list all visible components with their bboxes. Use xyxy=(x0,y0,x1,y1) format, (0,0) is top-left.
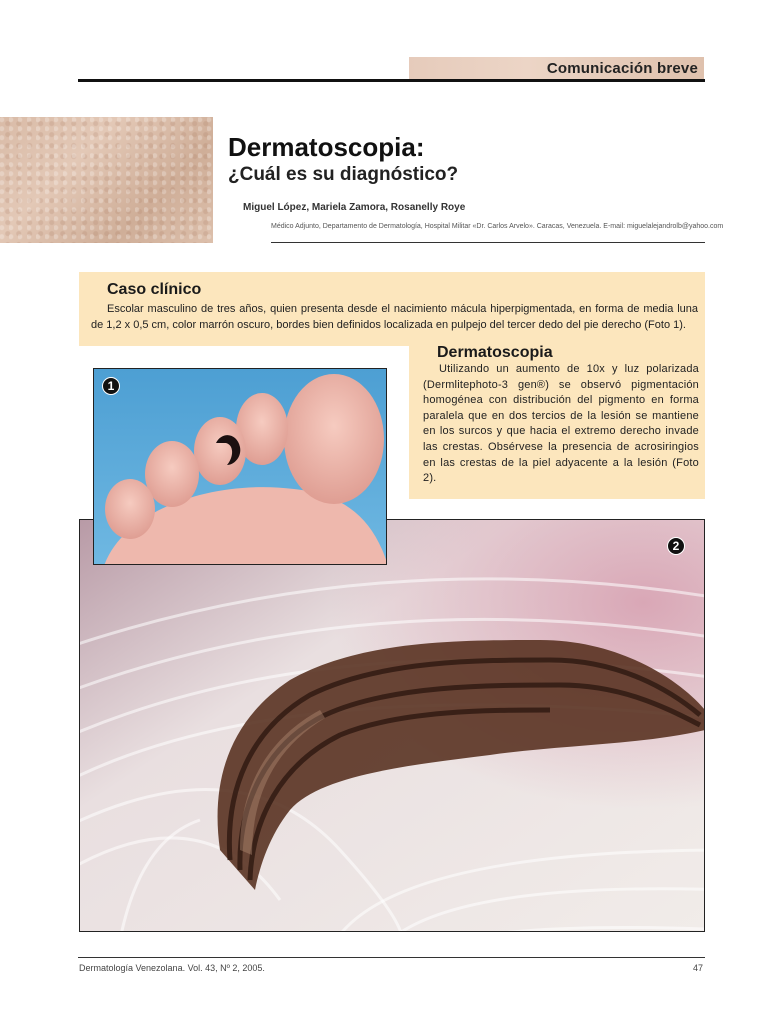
footer-rule xyxy=(78,957,705,958)
case-heading: Caso clínico xyxy=(107,281,202,298)
section-label: Comunicación breve xyxy=(546,59,698,77)
photo-2-dermoscopy xyxy=(79,519,705,932)
case-text: Escolar masculino de tres años, quien presenta desde el nacimiento mácula hiperpigmentada, en forma de media luna de 1,2 x 0,5 cm, color marrón oscuro, bordes bien definidos localizada en pulpejo del tercer dedo del pie derecho (Foto 1). xyxy=(91,303,698,331)
photo-1-number-badge: 1 xyxy=(102,377,120,395)
foot-illustration xyxy=(94,369,387,565)
skin-texture-swatch xyxy=(0,117,213,243)
header-rule xyxy=(78,79,705,82)
article-subtitle: ¿Cuál es su diagnóstico? xyxy=(228,164,459,185)
article-authors: Miguel López, Mariela Zamora, Rosanelly Roye xyxy=(243,202,466,213)
journal-citation: Dermatología Venezolana. Vol. 43, Nº 2, 2005. xyxy=(79,963,265,973)
dermoscopy-heading: Dermatoscopia xyxy=(437,344,553,361)
author-affiliation: Médico Adjunto, Departamento de Dermatología, Hospital Militar «Dr. Carlos Arvelo». Caracas, Venezuela. E-mail: miguelalejandrolb@yahoo.com xyxy=(271,223,724,230)
article-title: Dermatoscopia: xyxy=(228,132,425,162)
page-number: 47 xyxy=(693,963,704,973)
section-tag xyxy=(409,57,704,79)
dermoscopy-illustration xyxy=(80,520,705,932)
affiliation-rule xyxy=(271,242,705,243)
dermoscopy-text: Utilizando un aumento de 10x y luz polarizada (Dermlitephoto-3 gen®) se observó pigmentación homogénea con distribución del pigmento en forma paralela que en dos tercios de la lesión se mantiene en los surcos y que hacia el extremo derecho invade las crestas. Obsérvese la presencia de acrosiringios en las crestas de la piel adyacente a la lesión (Foto 2). xyxy=(423,363,699,485)
photo-2-number-badge: 2 xyxy=(667,537,685,555)
photo-1-foot xyxy=(93,368,387,565)
